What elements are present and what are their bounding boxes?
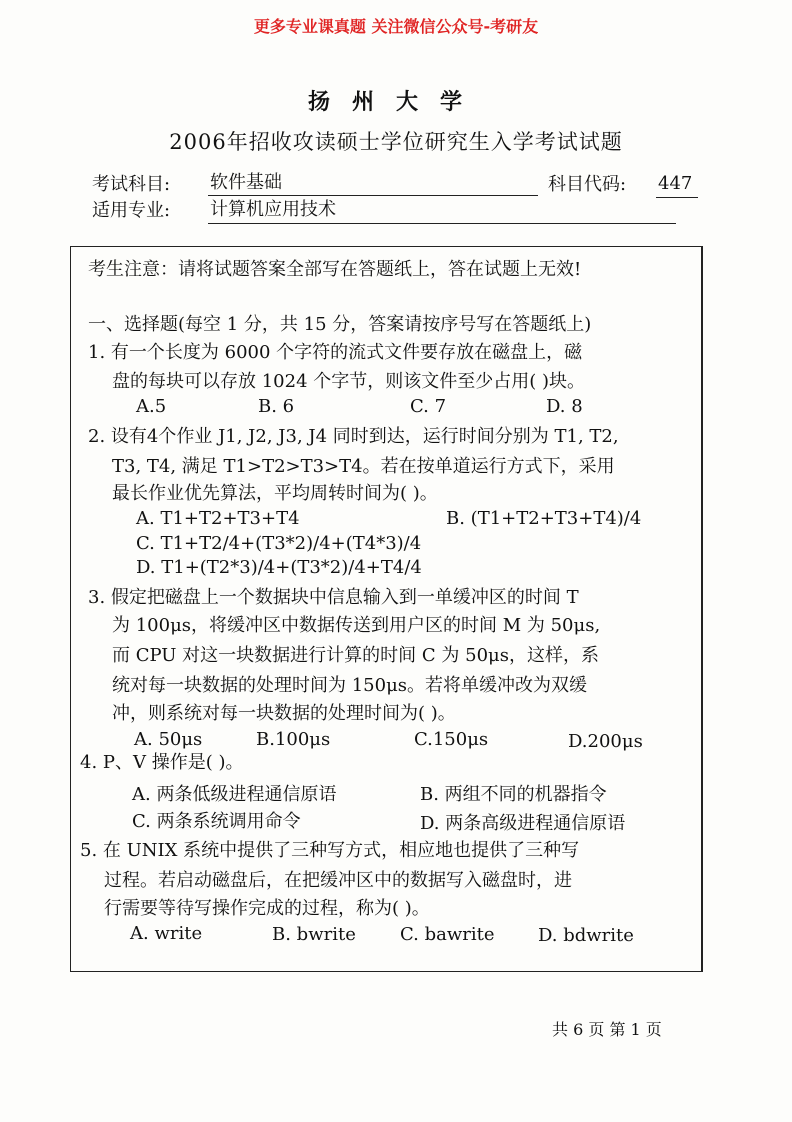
option: B.100μs xyxy=(256,729,331,750)
exam-title: 2006年招收攻读硕士学位研究生入学考试试题 xyxy=(169,130,623,154)
question-4-line: 4. P、V 操作是( )。 xyxy=(80,752,244,773)
code-underline xyxy=(656,197,698,198)
code-value: 447 xyxy=(658,173,693,194)
question-5-line: 行需要等待写操作完成的过程，称为( )。 xyxy=(104,898,430,919)
question-1-line: 1. 有一个长度为 6000 个字符的流式文件要存放在磁盘上，磁 xyxy=(88,342,583,363)
option: D. 两条高级进程通信原语 xyxy=(420,813,626,834)
question-3-line: 冲，则系统对每一块数据的处理时间为( )。 xyxy=(112,703,456,724)
option: B. (T1+T2+T3+T4)/4 xyxy=(446,508,642,529)
option: C. 两条系统调用命令 xyxy=(132,811,301,832)
question-2-line: 最长作业优先算法，平均周转时间为( )。 xyxy=(112,483,438,504)
option: A. 50μs xyxy=(134,729,203,750)
option: C. 7 xyxy=(410,396,447,417)
option: A. write xyxy=(130,923,203,944)
question-5-line: 5. 在 UNIX 系统中提供了三种写方式，相应地也提供了三种写 xyxy=(80,840,580,861)
option: A. 两条低级进程通信原语 xyxy=(132,784,337,805)
option: C.150μs xyxy=(414,729,489,750)
question-3-line: 统对每一块数据的处理时间为 150μs。若将单缓冲改为双缓 xyxy=(112,675,588,696)
option: D. T1+(T2*3)/4+(T3*2)/4+T4/4 xyxy=(136,557,422,578)
major-underline xyxy=(208,223,676,224)
option: C. bawrite xyxy=(400,924,495,945)
option: D. bdwrite xyxy=(538,925,634,946)
question-3-line: 3. 假定把磁盘上一个数据块中信息输入到一单缓冲区的时间 T xyxy=(88,587,579,608)
question-3-line: 为 100μs，将缓冲区中数据传送到用户区的时间 M 为 50μs, xyxy=(112,615,601,636)
option: A.5 xyxy=(136,396,167,417)
question-2-line: T3, T4, 满足 T1>T2>T3>T4。若在按单道运行方式下，采用 xyxy=(112,456,615,477)
watermark-banner: 更多专业课真题 关注微信公众号-考研友 xyxy=(253,17,539,36)
option: B. 两组不同的机器指令 xyxy=(420,784,607,805)
option: B. 6 xyxy=(258,396,295,417)
major-label: 适用专业: xyxy=(92,200,171,221)
subject-label: 考试科目: xyxy=(92,174,171,195)
question-5-line: 过程。若启动磁盘后，在把缓冲区中的数据写入磁盘时，进 xyxy=(104,870,572,891)
notice: 考生注意：请将试题答案全部写在答题纸上，答在试题上无效! xyxy=(88,259,582,280)
subject-value: 软件基础 xyxy=(210,172,282,193)
option: D. 8 xyxy=(546,396,583,417)
option: A. T1+T2+T3+T4 xyxy=(136,508,300,529)
code-label: 科目代码: xyxy=(548,174,627,195)
option: C. T1+T2/4+(T3*2)/4+(T4*3)/4 xyxy=(136,533,422,554)
major-value: 计算机应用技术 xyxy=(210,199,336,220)
page-footer: 共 6 页 第 1 页 xyxy=(552,1020,662,1039)
option: B. bwrite xyxy=(272,924,356,945)
university-name: 扬州大学 xyxy=(307,89,484,115)
question-3-line: 而 CPU 对这一块数据进行计算的时间 C 为 50μs，这样，系 xyxy=(112,645,599,666)
question-2-line: 2. 设有4个作业 J1, J2, J3, J4 同时到达，运行时间分别为 T1, T2, xyxy=(88,426,619,447)
subject-underline xyxy=(208,195,538,196)
section-heading: 一、选择题(每空 1 分，共 15 分，答案请按序号写在答题纸上) xyxy=(88,314,592,335)
question-1-line: 盘的每块可以存放 1024 个字节，则该文件至少占用( )块。 xyxy=(112,371,586,392)
option: D.200μs xyxy=(568,731,643,752)
